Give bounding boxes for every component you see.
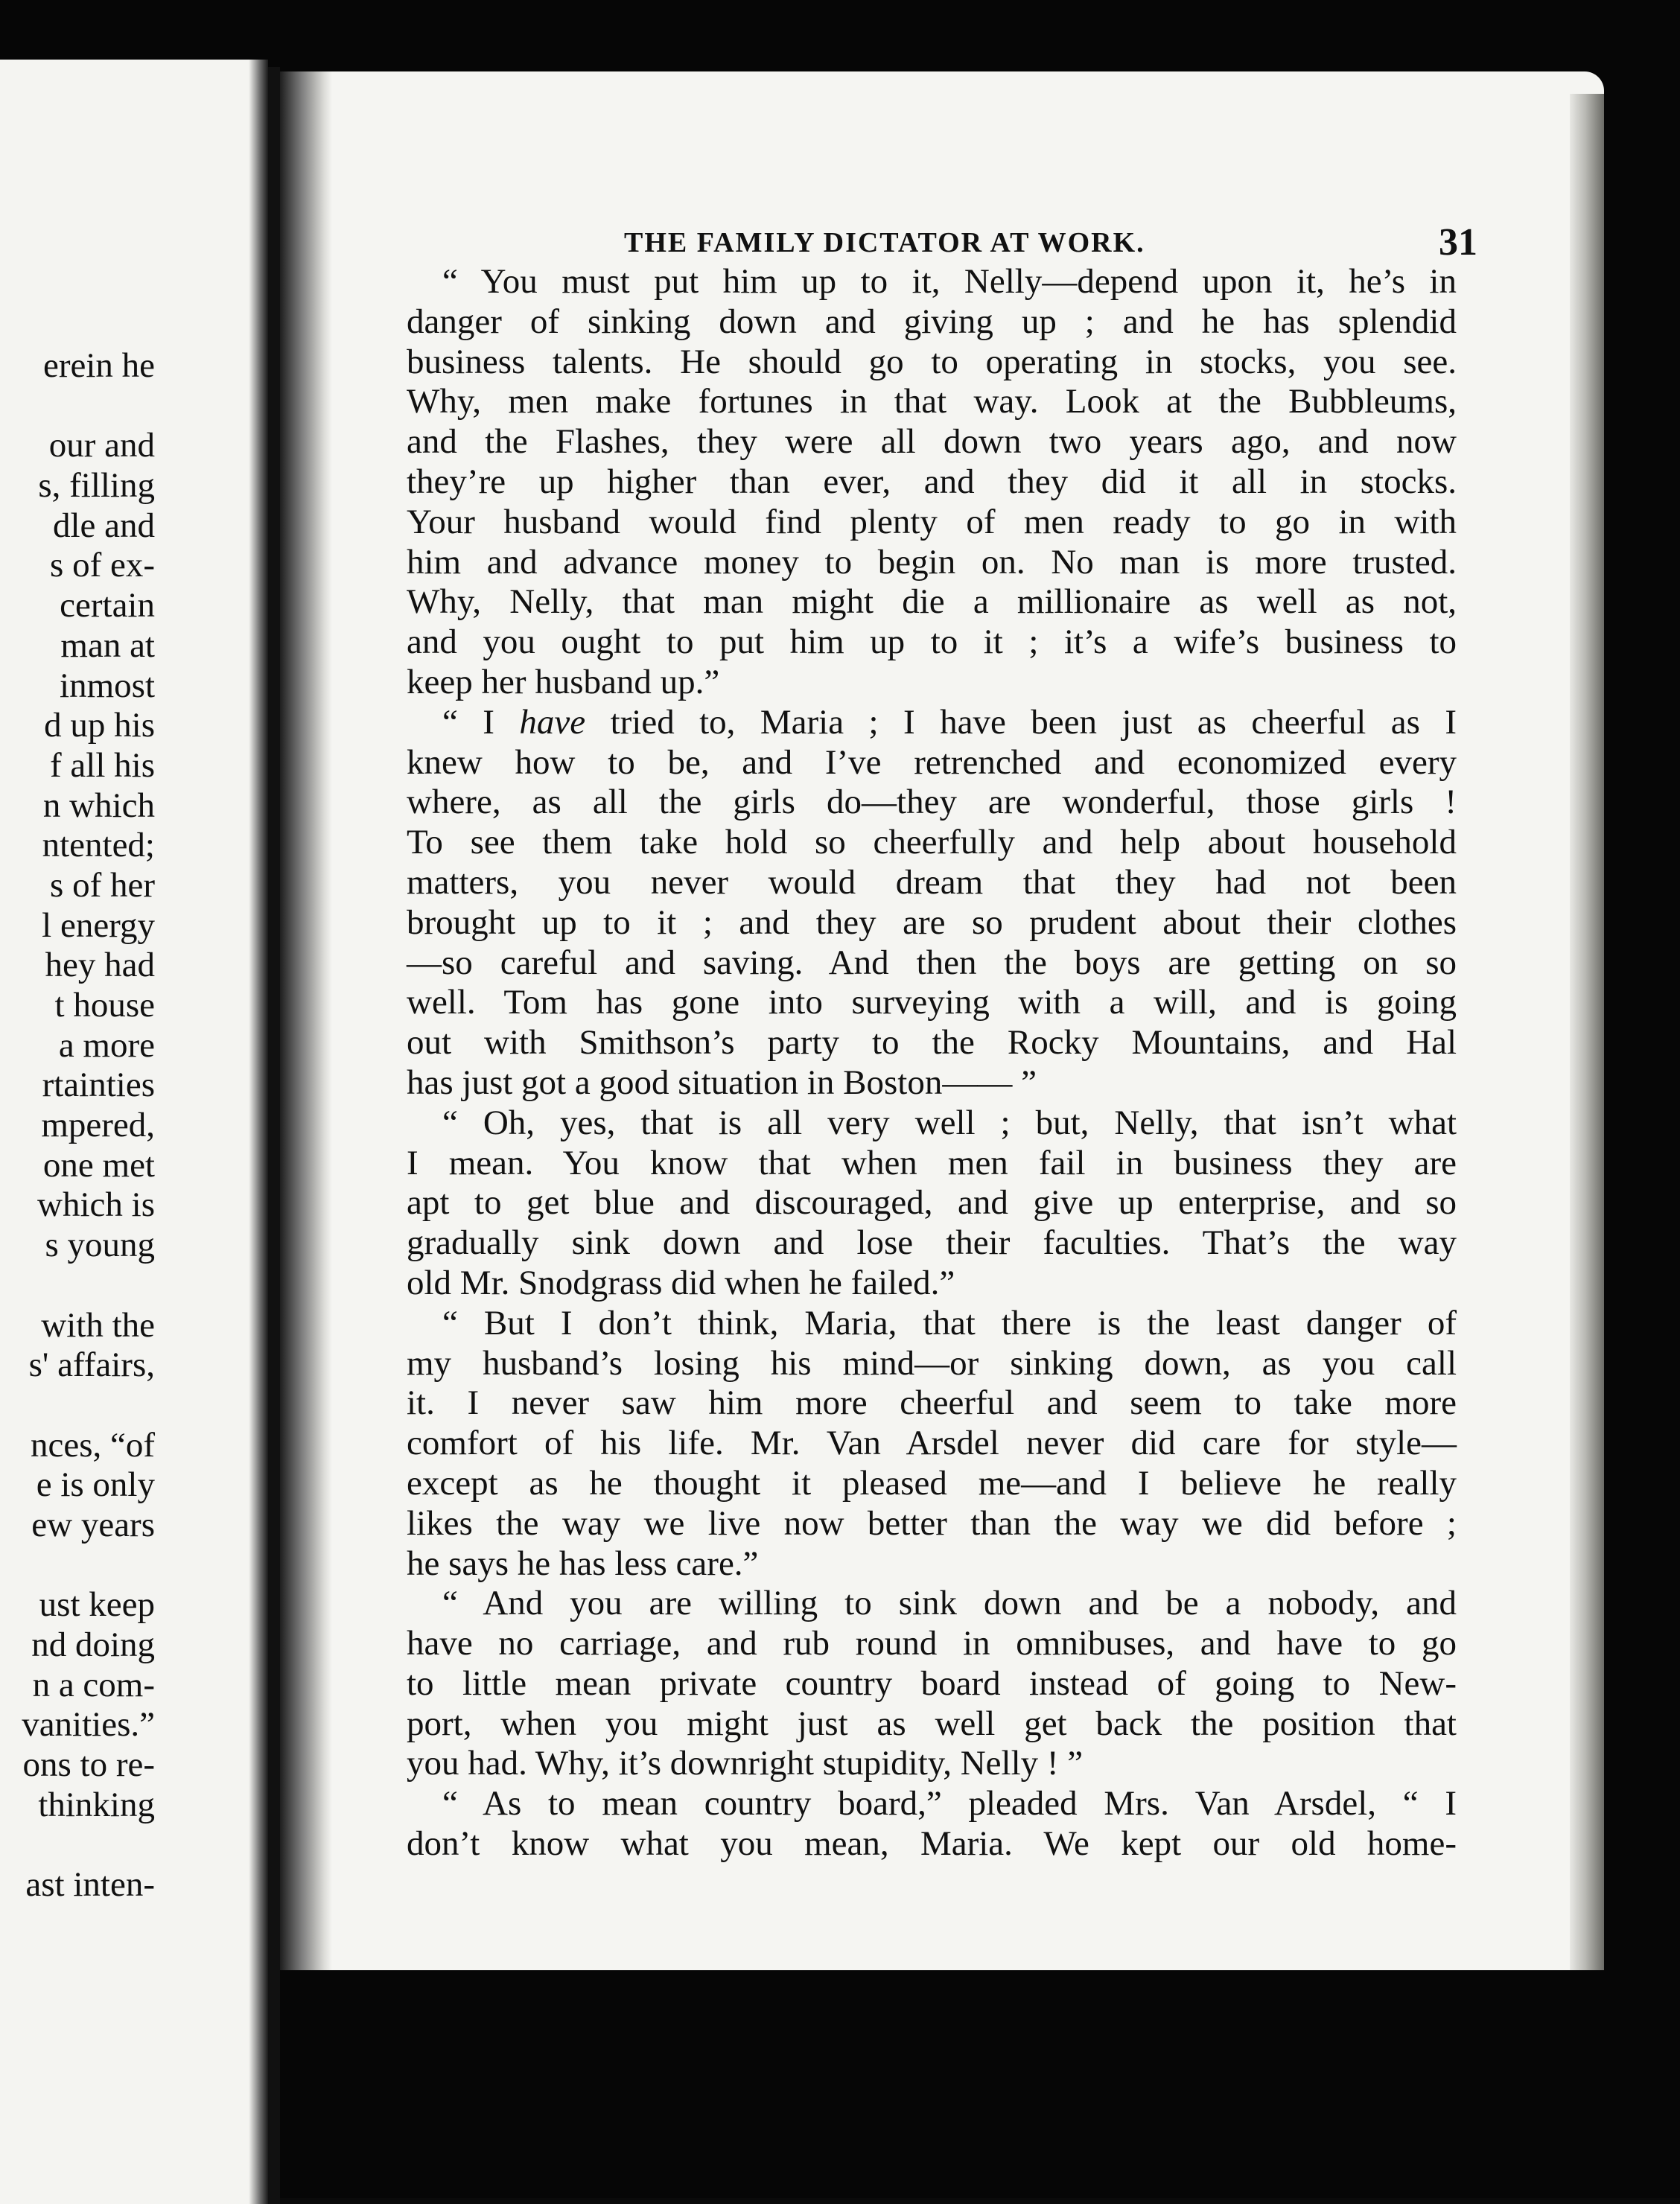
text-line: Why, men make fortunes in that way. Look at the Bubbleums, (407, 382, 1457, 421)
body-text (407, 262, 1457, 1864)
page-edge (1570, 94, 1604, 1970)
text-line: don’t know what you mean, Maria. We kept our old home- (407, 1824, 1457, 1864)
text-line: “ I have tried to, Maria ; I have been just as cheerful as I (442, 702, 1457, 742)
left-page-line: s, filling (38, 466, 155, 506)
left-page-line: thinking (38, 1785, 155, 1824)
left-page-line: vanities.” (22, 1705, 155, 1745)
text-line: old Mr. Snodgrass did when he failed.” (407, 1263, 955, 1302)
left-page-text (22, 346, 155, 1905)
text-line: keep her husband up.” (407, 662, 720, 701)
left-page-line: s of her (50, 865, 155, 905)
left-page-line: ntented; (42, 826, 155, 865)
left-page-line (22, 1386, 155, 1426)
text-line: Why, Nelly, that man might die a millionaire as well as not, (407, 582, 1457, 622)
page-number: 31 (1439, 221, 1477, 264)
text-line: has just got a good situation in Boston—— ” (407, 1063, 1037, 1102)
left-page-line: dle and (52, 506, 155, 545)
left-page-line: s young (45, 1226, 155, 1265)
left-page-line: t house (54, 986, 155, 1025)
right-page-inner-shadow (280, 71, 332, 1970)
text-line: comfort of his life. Mr. Van Arsdel never did care for style— (407, 1424, 1457, 1463)
left-page-line: s of ex- (50, 546, 155, 585)
text-line: business talents. He should go to operating in stocks, you see. (407, 342, 1457, 381)
text-line: out with Smithson’s party to the Rocky Mountains, and Hal (407, 1023, 1457, 1063)
left-page-line: f all his (50, 745, 155, 785)
left-page-line: ast inten- (25, 1865, 155, 1905)
text-line: and the Flashes, they were all down two years ago, and now (407, 422, 1457, 462)
text-line: “ Oh, yes, that is all very well ; but, Nelly, that isn’t what (442, 1103, 1457, 1142)
left-page-line: our and (48, 426, 155, 465)
book-gutter (268, 67, 280, 2204)
text-line: and you ought to put him up to it ; it’s a wife’s business to (407, 622, 1457, 662)
text-line: where, as all the girls do—they are wonderful, those girls ! (407, 783, 1457, 822)
text-line: —so careful and saving. And then the boys are getting on so (407, 943, 1457, 982)
left-page-line: one met (42, 1145, 155, 1185)
left-page-line: l energy (42, 905, 155, 945)
text-line: him and advance money to begin on. No man is more trusted. (407, 542, 1457, 582)
text-line: knew how to be, and I’ve retrenched and economized every (407, 742, 1457, 782)
text-line: danger of sinking down and giving up ; and he has splendid (407, 302, 1457, 341)
left-page-line: e is only (36, 1465, 155, 1505)
left-page-line: ust keep (39, 1585, 155, 1625)
text-line: port, when you might just as well get back the position that (407, 1704, 1457, 1743)
left-page-line (22, 1825, 155, 1865)
text-line: it. I never saw him more cheerful and seem to take more (407, 1383, 1457, 1423)
left-page-line: hey had (45, 946, 155, 985)
text-line: they’re up higher than ever, and they did it all in stocks. (407, 462, 1457, 501)
left-page-line (22, 1266, 155, 1306)
left-page-line: with the (41, 1305, 155, 1345)
left-page-line: s' affairs, (28, 1345, 155, 1385)
left-page-line: inmost (60, 666, 155, 705)
left-page-line (22, 386, 155, 427)
running-title: THE FAMILY DICTATOR AT WORK. (624, 227, 1145, 258)
text-line: have no carriage, and rub round in omnibuses, and have to go (407, 1624, 1457, 1663)
left-page-line: nd doing (31, 1625, 155, 1664)
text-line: I mean. You know that when men fail in business they are (407, 1143, 1457, 1182)
text-line: “ And you are willing to sink down and be a nobody, and (442, 1584, 1457, 1623)
text-line: brought up to it ; and they are so prudent about their clothes (407, 902, 1457, 942)
text-line: “ As to mean country board,” pleaded Mrs. Van Arsdel, “ I (442, 1784, 1457, 1824)
text-line: “ But I don’t think, Maria, that there is the least danger of (442, 1303, 1457, 1343)
left-page-line (22, 1546, 155, 1586)
left-page-line: certain (60, 586, 155, 625)
text-line: Your husband would find plenty of men ready to go in with (407, 502, 1457, 541)
left-page-line: man at (60, 625, 155, 665)
text-line: To see them take hold so cheerfully and help about household (407, 823, 1457, 862)
text-line: apt to get blue and discouraged, and give up enterprise, and so (407, 1183, 1457, 1223)
text-line: you had. Why, it’s downright stupidity, Nelly ! ” (407, 1744, 1084, 1783)
text-line: he says he has less care.” (407, 1544, 759, 1583)
text-line: matters, you never would dream that they had not been (407, 862, 1457, 902)
left-page-line: which is (37, 1185, 155, 1225)
text-line: likes the way we live now better than the way we did before ; (407, 1503, 1457, 1543)
running-head (344, 109, 1477, 264)
text-line: well. Tom has gone into surveying with a will, and is going (407, 983, 1457, 1022)
text-line: my husband’s losing his mind—or sinking down, as you call (407, 1343, 1457, 1383)
left-page-line: ons to re- (22, 1745, 155, 1785)
left-page-line: erein he (42, 346, 155, 385)
text-line: “ You must put him up to it, Nelly—depend upon it, he’s in (442, 262, 1457, 301)
left-page-line: n which (42, 786, 155, 825)
left-page (0, 60, 268, 2204)
text-line: gradually sink down and lose their faculties. That’s the way (407, 1223, 1457, 1263)
left-page-line: ew years (31, 1505, 155, 1544)
text-line: except as he thought it pleased me—and I believe he really (407, 1463, 1457, 1503)
emphasis: have (519, 702, 586, 742)
left-page-line: a more (58, 1025, 155, 1065)
left-page-line: d up his (44, 706, 155, 745)
text-line: to little mean private country board instead of going to New- (407, 1663, 1457, 1703)
left-page-gutter-shadow (249, 60, 268, 2204)
left-page-line: n a com- (32, 1665, 155, 1704)
left-page-line: nces, “of (30, 1425, 155, 1465)
left-page-line: rtainties (42, 1066, 155, 1105)
left-page-line: mpered, (41, 1106, 155, 1145)
